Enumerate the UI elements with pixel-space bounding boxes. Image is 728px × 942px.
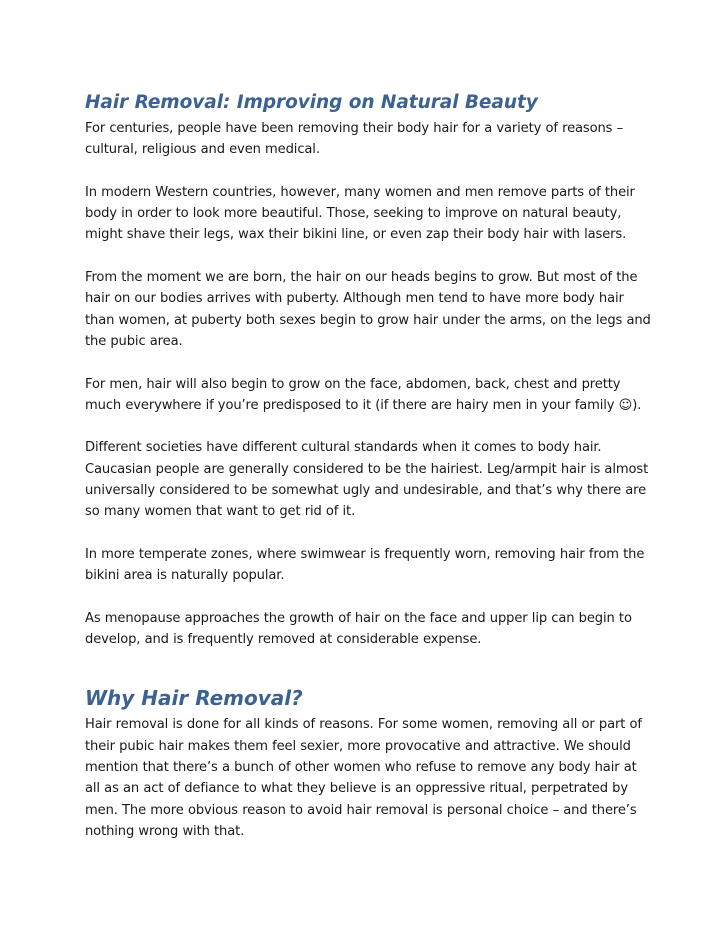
intro-paragraph-3: From the moment we are born, the hair on our heads begins to grow. But most of the hair on our bodies arrives with puberty. Although men tend to have more body hair than women, at puberty both sexes begin to grow hair under the arms, on the legs and the pubic area. <box>85 270 651 349</box>
section-heading: Why Hair Removal? <box>85 686 303 711</box>
intro-paragraph-5: Different societies have different cultural standards when it comes to body hair. Caucasian people are generally considered to be the hairiest. Leg/armpit hair is almost universally considered to be somewhat ugly and undesirable, and that’s why there are so many women that want to get rid of it. <box>85 440 649 520</box>
document-title: Hair Removal: Improving on Natural Beauty <box>85 92 538 113</box>
intro-paragraph-4: For men, hair will also begin to grow on the face, abdomen, back, chest and pretty much everywhere if you’re predisposed to it (if there are hairy men in your family ☺). <box>85 376 642 413</box>
document-page <box>85 88 655 842</box>
intro-paragraph-1: For centuries, people have been removing their body hair for a variety of reasons –cultural, religious and even medical. <box>85 121 624 158</box>
intro-paragraph-6: In more temperate zones, where swimwear is frequently worn, removing hair from the bikini area is naturally popular. <box>85 546 645 584</box>
section-paragraph: Hair removal is done for all kinds of reasons. For some women, removing all or part of their pubic hair makes them feel sexier, more provocative and attractive. We should mention that there’s a bunch of other women who refuse to remove any body hair at all as an act of defiance to what they believe is an oppressive ritual, perpetrated by men. The more obvious reason to avoid hair removal is personal choice – and there’s nothing wrong with that. <box>85 717 642 839</box>
intro-paragraph-7: As menopause approaches the growth of hair on the face and upper lip can begin to develop, and is frequently removed at considerable expense. <box>85 610 632 648</box>
intro-paragraph-2: In modern Western countries, however, many women and men remove parts of their body in order to look more beautiful. Those, seeking to improve on natural beauty, might shave their legs, wax their bikini line, or even zap their body hair with lasers. <box>85 184 635 243</box>
